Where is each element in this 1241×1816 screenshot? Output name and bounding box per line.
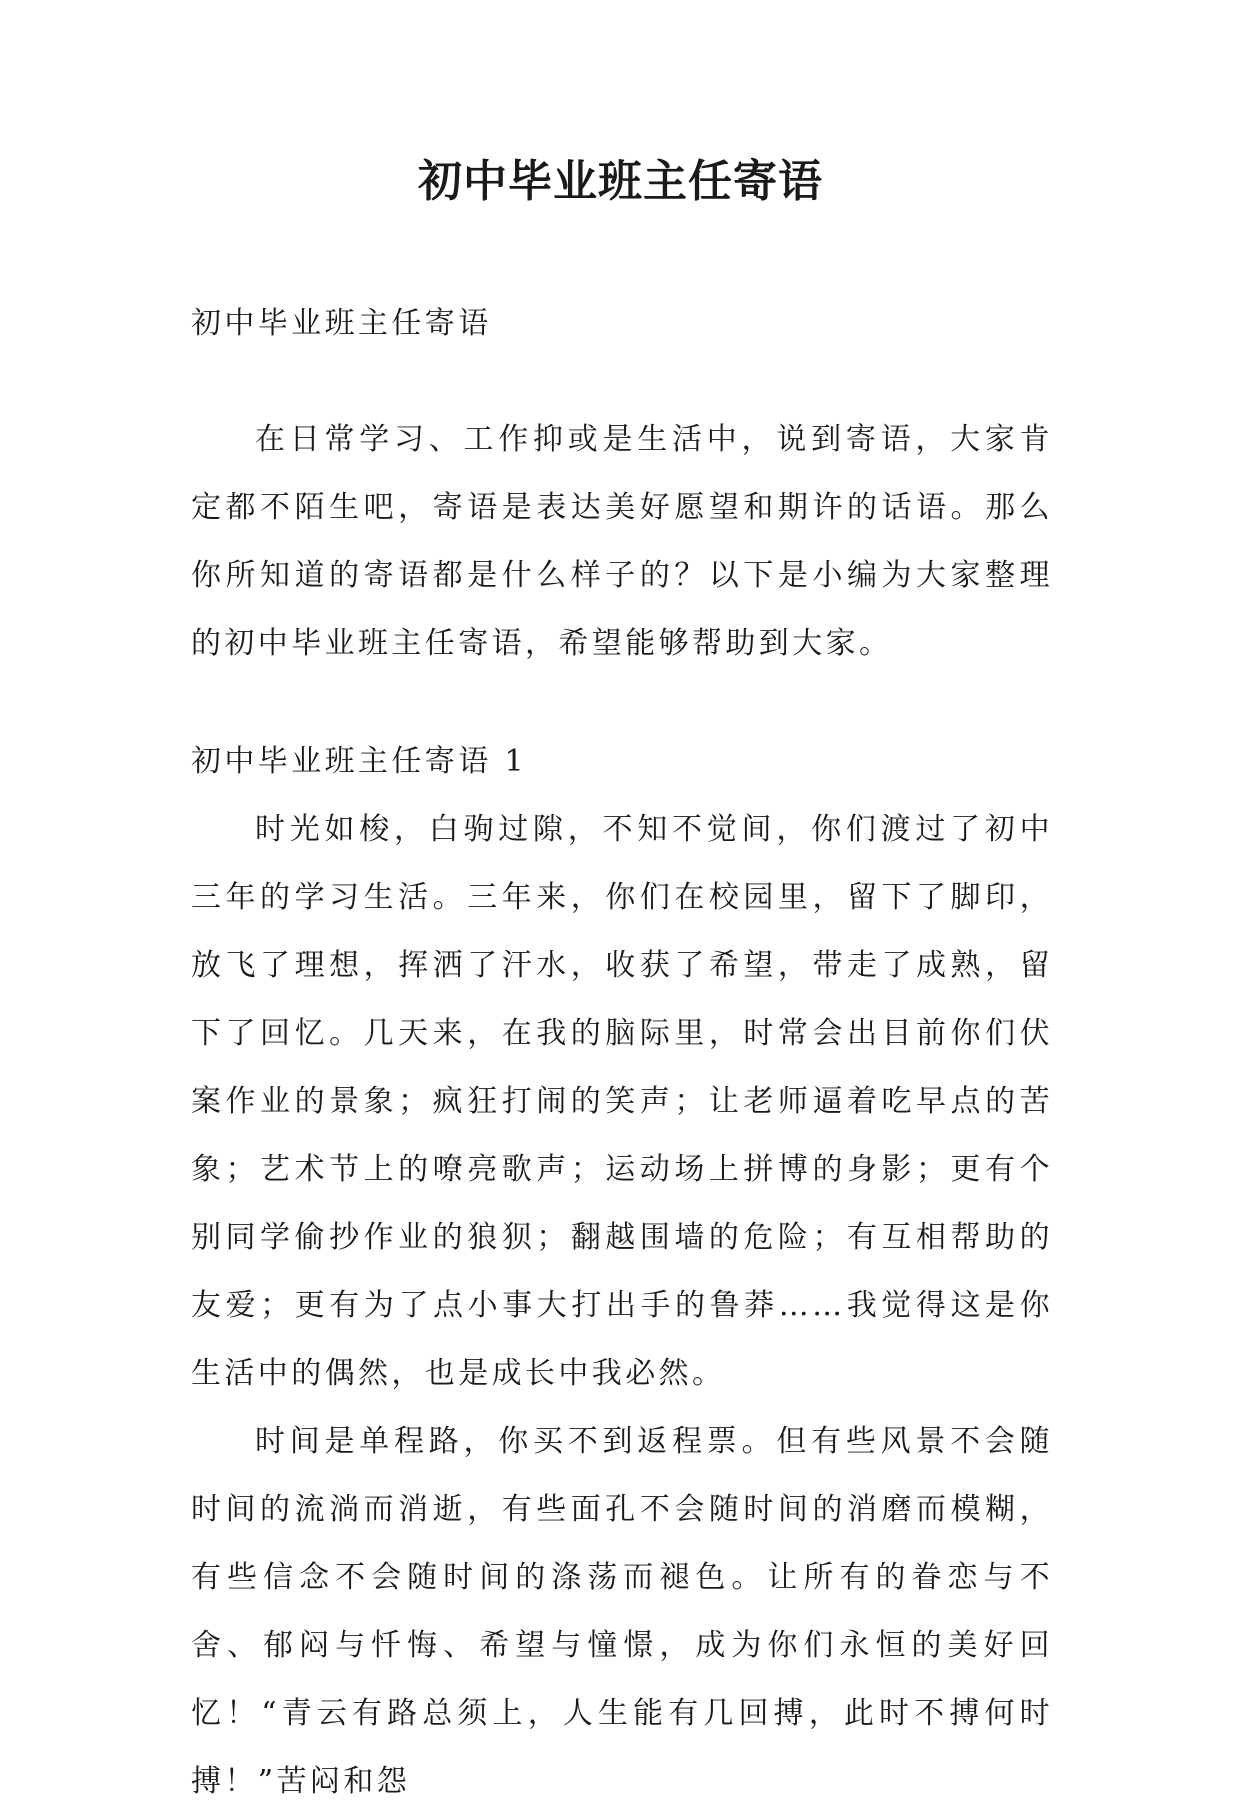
document-title: 初中毕业班主任寄语 xyxy=(418,156,823,207)
spacer xyxy=(191,358,1053,406)
body-paragraph: 时光如梭，白驹过隙，不知不觉间，你们渡过了初中三年的学习生活。三年来，你们在校园里，留下了脚印，放飞了理想，挥洒了汗水，收获了希望，带走了成熟，留下了回忆。几天来，在我的脑际里，时常会出目前你们伏案作业的景象；疯狂打闹的笑声；让老师逼着吃早点的苦象；艺术节上的嘹亮歌声；运动场上拼博的身影；更有个别同学偷抄作业的狼狈；翻越围墙的危险；有互相帮助的友爱；更有为了点小事大打出手的鲁莽……我觉得这是你生活中的偶然，也是成长中我必然。 xyxy=(191,812,1053,1391)
spacer xyxy=(191,678,1053,728)
intro-paragraph: 在日常学习、工作抑或是生活中，说到寄语，大家肯定都不陌生吧，寄语是表达美好愿望和期许的话语。那么你所知道的寄语都是什么样子的？以下是小编为大家整理的初中毕业班主任寄语，希望能够帮助到大家。 xyxy=(191,422,1053,661)
section-heading: 初中毕业班主任寄语 1 xyxy=(191,744,528,779)
document-subtitle: 初中毕业班主任寄语 xyxy=(191,306,492,341)
document-body xyxy=(191,290,1053,1816)
body-paragraph: 时间是单程路，你买不到返程票。但有些风景不会随时间的流淌而消逝，有些面孔不会随时间的消磨而模糊，有些信念不会随时间的涤荡而褪色。让所有的眷恋与不舍、郁闷与忏悔、希望与憧憬，成为你们永恒的美好回忆！“青云有路总须上，人生能有几回搏，此时不搏何时搏！”苦闷和怨 xyxy=(191,1424,1053,1799)
